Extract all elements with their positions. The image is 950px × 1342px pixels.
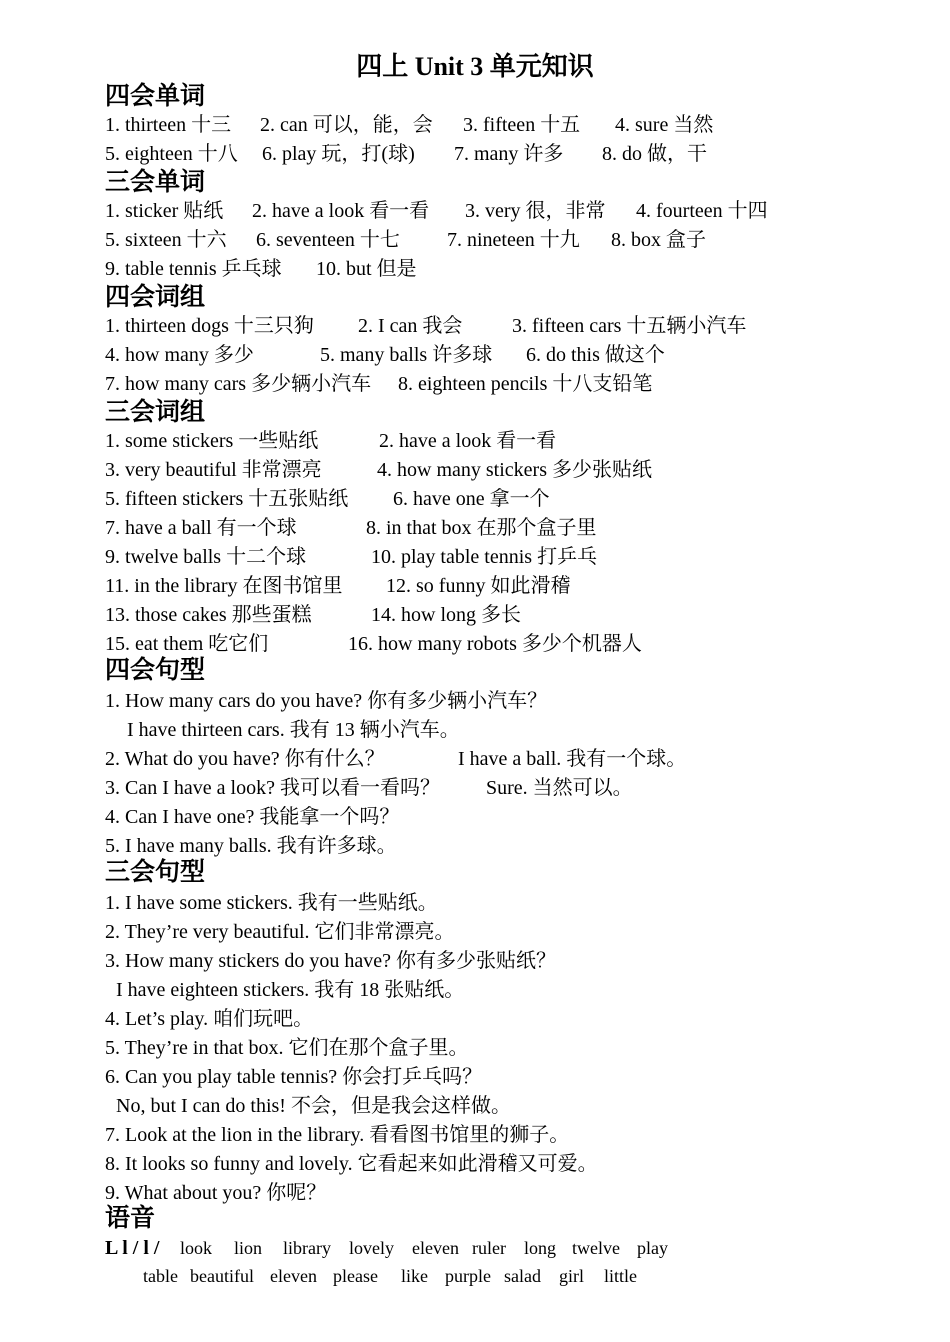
section-heading-four-phrases: 四会词组 <box>105 284 206 311</box>
sentence: I have eighteen stickers. 我有 18 张贴纸。 <box>116 979 465 1001</box>
three-sentences-line-6 <box>105 1035 865 1061</box>
list-item: 1. some stickers 一些贴纸 <box>105 430 319 452</box>
list-item: 6. seventeen 十七 <box>256 229 400 251</box>
three-phrases-line-8 <box>105 631 865 657</box>
list-item: 16. how many robots 多少个机器人 <box>348 633 642 655</box>
three-sentences-line-11 <box>105 1180 865 1206</box>
three-phrases-line-7 <box>105 602 865 628</box>
four-sentences-line-2 <box>105 717 865 743</box>
sentence: 4. Let’s play. 咱们玩吧。 <box>105 1008 314 1030</box>
sentence: 5. I have many balls. 我有许多球。 <box>105 835 397 857</box>
list-item: 3. fifteen 十五 <box>463 114 581 136</box>
section-heading-three-words: 三会单词 <box>105 169 206 196</box>
phonics-word: look <box>180 1238 213 1258</box>
list-item: 4. sure 当然 <box>615 114 714 136</box>
four-sentences-line-1 <box>105 688 865 714</box>
list-item: 6. do this 做这个 <box>526 344 665 366</box>
list-item: 7. many 许多 <box>454 143 564 165</box>
sentence: 5. They’re in that box. 它们在那个盒子里。 <box>105 1037 469 1059</box>
sentence: 2. What do you have? 你有什么？ <box>105 748 385 770</box>
phonics-word: table <box>143 1266 178 1286</box>
list-item: 7. nineteen 十九 <box>447 229 580 251</box>
three-sentences-line-7 <box>105 1064 865 1090</box>
three-sentences-line-10 <box>105 1151 865 1177</box>
list-item: 1. thirteen dogs 十三只狗 <box>105 315 314 337</box>
phonics-word: purple <box>445 1266 491 1286</box>
section-heading-four-words: 四会单词 <box>105 83 206 110</box>
phonics-word: lion <box>234 1238 263 1258</box>
phonics-line-1 <box>105 1235 865 1261</box>
three-phrases-line-3 <box>105 486 865 512</box>
three-words-line-3 <box>105 256 865 282</box>
phonics-word: eleven <box>270 1266 317 1286</box>
list-item: 8. eighteen pencils 十八支铅笔 <box>398 373 653 395</box>
four-words-line-1 <box>105 112 865 138</box>
sentence: 1. I have some stickers. 我有一些贴纸。 <box>105 892 438 914</box>
list-item: 3. very beautiful 非常漂亮 <box>105 459 322 481</box>
list-item: 2. I can 我会 <box>358 315 463 337</box>
sentence: 4. Can I have one? 我能拿一个吗？ <box>105 806 400 828</box>
four-sentences-line-3 <box>105 746 865 772</box>
list-item: 2. have a look 看一看 <box>379 430 557 452</box>
phonics-word: salad <box>504 1266 541 1286</box>
three-sentences-line-9 <box>105 1122 865 1148</box>
sentence: 9. What about you? 你呢？ <box>105 1182 327 1204</box>
list-item: 2. have a look 看一看 <box>252 200 430 222</box>
list-item: 4. how many 多少 <box>105 344 254 366</box>
four-sentences-line-6 <box>105 833 865 859</box>
list-item: 1. thirteen 十三 <box>105 114 232 136</box>
page-title: 四上 Unit 3 单元知识 <box>356 52 594 81</box>
sentence: No, but I can do this! 不会，但是我会这样做。 <box>116 1095 511 1117</box>
section-heading-four-sentences: 四会句型 <box>105 657 206 684</box>
phonics-word: girl <box>559 1266 584 1286</box>
section-heading-three-sentences: 三会句型 <box>105 859 206 886</box>
sentence: 8. It looks so funny and lovely. 它看起来如此滑稽又可爱。 <box>105 1153 598 1175</box>
list-item: 7. how many cars 多少辆小汽车 <box>105 373 372 395</box>
three-sentences-line-4 <box>105 977 865 1003</box>
list-item: 7. have a ball 有一个球 <box>105 517 297 539</box>
four-sentences-line-5 <box>105 804 865 830</box>
three-words-line-2 <box>105 227 865 253</box>
list-item: 11. in the library 在图书馆里 <box>105 575 343 597</box>
list-item: 9. table tennis 乒乓球 <box>105 258 282 280</box>
phonics-word: long <box>524 1238 557 1258</box>
three-phrases-line-5 <box>105 544 865 570</box>
three-sentences-line-5 <box>105 1006 865 1032</box>
three-phrases-line-6 <box>105 573 865 599</box>
list-item: 2. can 可以，能，会 <box>260 114 433 136</box>
list-item: 8. do 做，干 <box>602 143 707 165</box>
list-item: 3. fifteen cars 十五辆小汽车 <box>512 315 747 337</box>
sentence: 3. Can I have a look? 我可以看一看吗？ <box>105 777 440 799</box>
phonics-label: L l / l / <box>105 1237 160 1259</box>
section-heading-three-phrases: 三会词组 <box>105 399 206 426</box>
four-phrases-line-2 <box>105 342 865 368</box>
section-heading-phonics: 语音 <box>105 1205 156 1232</box>
phonics-word: please <box>333 1266 378 1286</box>
sentence: 7. Look at the lion in the library. 看看图书馆里的狮子。 <box>105 1124 570 1146</box>
phonics-word: twelve <box>572 1238 620 1258</box>
sentence: I have thirteen cars. 我有 13 辆小汽车。 <box>127 719 460 741</box>
four-words-line-2 <box>105 141 865 167</box>
three-phrases-line-4 <box>105 515 865 541</box>
list-item: 9. twelve balls 十二个球 <box>105 546 307 568</box>
phonics-word: ruler <box>472 1238 506 1258</box>
four-phrases-line-3 <box>105 371 865 397</box>
phonics-word: little <box>604 1266 637 1286</box>
list-item: 13. those cakes 那些蛋糕 <box>105 604 312 626</box>
list-item: 6. have one 拿一个 <box>393 488 550 510</box>
phonics-line-2 <box>105 1263 865 1289</box>
list-item: 14. how long 多长 <box>371 604 521 626</box>
four-sentences-line-4 <box>105 775 865 801</box>
phonics-word: beautiful <box>190 1266 254 1286</box>
list-item: 8. in that box 在那个盒子里 <box>366 517 597 539</box>
sentence: 2. They’re very beautiful. 它们非常漂亮。 <box>105 921 455 943</box>
list-item: 5. eighteen 十八 <box>105 143 238 165</box>
sentence: 6. Can you play table tennis? 你会打乒乓吗？ <box>105 1066 483 1088</box>
three-words-line-1 <box>105 198 895 224</box>
list-item: 10. but 但是 <box>316 258 417 280</box>
list-item: 12. so funny 如此滑稽 <box>386 575 571 597</box>
list-item: 1. sticker 贴纸 <box>105 200 224 222</box>
three-sentences-line-3 <box>105 948 865 974</box>
three-phrases-line-1 <box>105 428 865 454</box>
three-sentences-line-1 <box>105 890 865 916</box>
list-item: 15. eat them 吃它们 <box>105 633 269 655</box>
three-sentences-line-2 <box>105 919 865 945</box>
sentence: Sure. 当然可以。 <box>486 777 633 799</box>
list-item: 10. play table tennis 打乒乓 <box>371 546 598 568</box>
list-item: 4. how many stickers 多少张贴纸 <box>377 459 652 481</box>
sentence: 3. How many stickers do you have? 你有多少张贴纸？ <box>105 950 557 972</box>
phonics-word: library <box>283 1238 331 1258</box>
list-item: 5. sixteen 十六 <box>105 229 227 251</box>
phonics-word: like <box>401 1266 428 1286</box>
list-item: 8. box 盒子 <box>611 229 706 251</box>
phonics-word: lovely <box>349 1238 394 1258</box>
list-item: 5. many balls 许多球 <box>320 344 493 366</box>
three-sentences-line-8 <box>105 1093 865 1119</box>
phonics-word: eleven <box>412 1238 459 1258</box>
list-item: 4. fourteen 十四 <box>636 200 768 222</box>
list-item: 3. very 很，非常 <box>465 200 606 222</box>
sentence: 1. How many cars do you have? 你有多少辆小汽车？ <box>105 690 548 712</box>
four-phrases-line-1 <box>105 313 865 339</box>
three-phrases-line-2 <box>105 457 865 483</box>
phonics-word: play <box>637 1238 668 1258</box>
list-item: 6. play 玩，打(球) <box>262 143 415 165</box>
sentence: I have a ball. 我有一个球。 <box>458 748 687 770</box>
list-item: 5. fifteen stickers 十五张贴纸 <box>105 488 349 510</box>
